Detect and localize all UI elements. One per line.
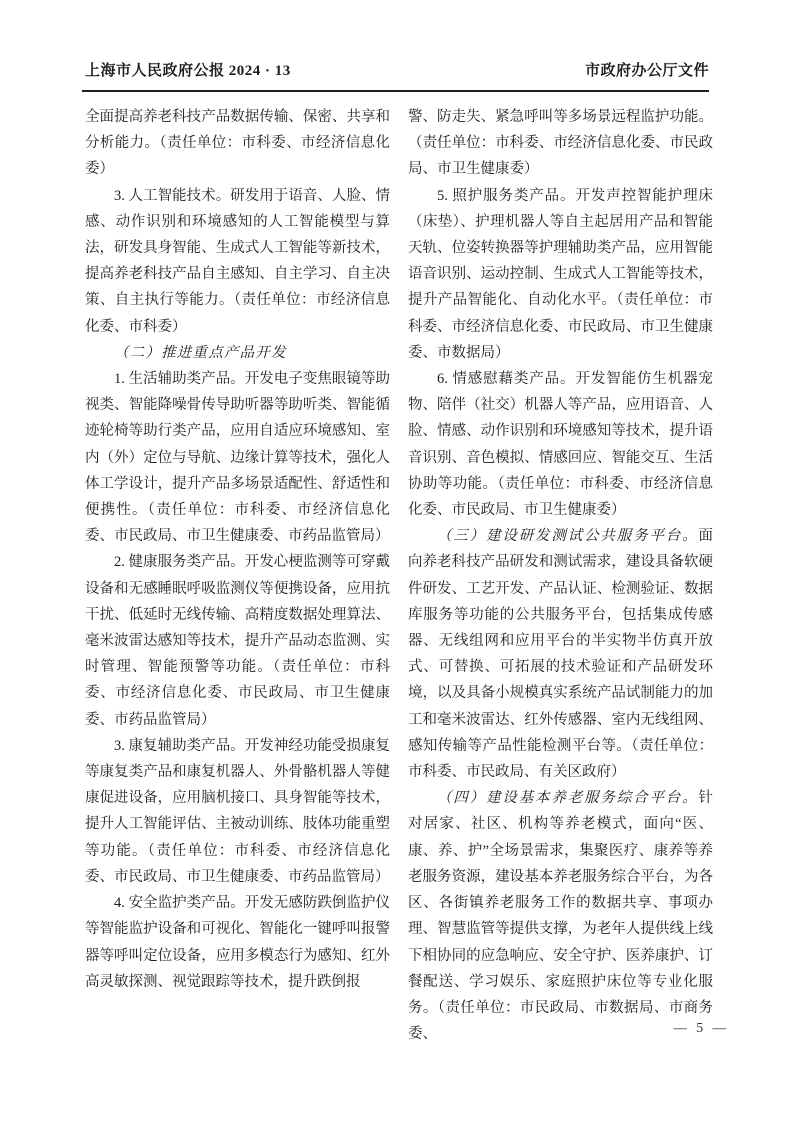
right-column (408, 104, 713, 1047)
paragraph-text: 5. 照护服务类产品。开发声控智能护理床（床垫）、护理机器人等自主起居用产品和智能天轨、位姿转换器等护理辅助类产品，应用智能语音识别、运动控制、生成式人工智能等技术，提升产品智能化、自动化水平。（责任单位：市科委、市经济信息化委、市民政局、市卫生健康委、市数据局） (408, 187, 713, 361)
paragraph-text: 6. 情感慰藉类产品。开发智能仿生机器宠物、陪伴（社交）机器人等产品，应用语音、人脸、情感、动作识别和环境感知等技术，提升语音识别、音色模拟、情感回应、智能交互、生活协助等功能。（责任单位：市科委、市经济信息化委、市民政局、市卫生健康委） (408, 371, 713, 519)
left-column (85, 104, 390, 1047)
paragraph-item-2-health (85, 549, 390, 732)
header-left-title: 上海市人民政府公报 2024 · 13 (85, 63, 291, 79)
paragraph-text: 3. 人工智能技术。研发用于语音、人脸、情感、动作识别和环境感知的人工智能模型与算法，研发具身智能、生成式人工智能等新技术，提高养老科技产品自主感知、自主学习、自主决策、自主执行等能力。（责任单位：市经济信息化委、市科委） (85, 187, 390, 335)
paragraph-continuation (85, 104, 390, 183)
document-body (85, 104, 713, 1047)
paragraph-item-6-emotional (408, 366, 713, 523)
paragraph-item-3-ai (85, 183, 390, 340)
paragraph-item-1-life-assist (85, 366, 390, 549)
header-right-title: 市政府办公厅文件 (584, 63, 709, 79)
paragraph-section-4-platform (408, 785, 713, 1047)
page-number: — 5 — (673, 1020, 729, 1035)
section-heading: （四）建设基本养老服务综合平台。 (437, 790, 699, 807)
header-rule-divider (82, 90, 709, 92)
paragraph-text: 面向养老科技产品研发和测试需求，建设具备软硬件研发、工艺开发、产品认证、检测验证、数据库服务等功能的公共服务平台，包括集成传感器、无线组网和应用平台的半实物半仿真开放式、可替换、可拓展的技术验证和产品研发环境，以及具备小规模真实系统产品试制能力的加工和毫米波雷达、红外传感器、室内无线组网、感知传输等产品性能检测平台等。（责任单位：市科委、市民政局、有关区政府） (408, 528, 713, 781)
paragraph-text: 全面提高养老科技产品数据传输、保密、共享和分析能力。（责任单位：市科委、市经济信息化委） (85, 109, 390, 178)
section-heading: （三）建设研发测试公共服务平台。 (437, 528, 699, 545)
paragraph-text: 4. 安全监护类产品。开发无感防跌倒监护仪等智能监护设备和可视化、智能化一键呼叫报警器等呼叫定位设备，应用多模态行为感知、红外高灵敏探测、视觉跟踪等技术，提升跌倒报 (85, 895, 390, 990)
paragraph-section-3-platform (408, 523, 713, 785)
paragraph-continuation (408, 104, 713, 183)
paragraph-text: 3. 康复辅助类产品。开发神经功能受损康复等康复类产品和康复机器人、外骨骼机器人等健康促进设备，应用脑机接口、具身智能等技术，提升人工智能评估、主被动训练、肢体功能重塑等功能。（责任单位：市科委、市经济信息化委、市民政局、市卫生健康委、市药品监管局） (85, 737, 390, 885)
paragraph-text: 2. 健康服务类产品。开发心梗监测等可穿戴设备和无感睡眠呼吸监测仪等便携设备，应用抗干扰、低延时无线传输、高精度数据处理算法、毫米波雷达感知等技术，提升产品动态监测、实时管理、智能预警等功能。（责任单位：市科委、市经济信息化委、市民政局、市卫生健康委、市药品监管局） (85, 554, 390, 728)
section-heading-2 (85, 340, 390, 366)
paragraph-item-4-safety (85, 890, 390, 995)
paragraph-text: 针对居家、社区、机构等养老模式，面向“医、康、养、护”全场景需求，集聚医疗、康养等养老服务资源，建设基本养老服务综合平台，为各区、各街镇养老服务工作的数据共享、事项办理、智慧监管等提供支撑，为老年人提供线上线下相协同的应急响应、安全守护、医养康护、订餐配送、学习娱乐、家庭照护床位等专业化服务。（责任单位：市民政局、市数据局、市商务委、 (408, 790, 713, 1043)
paragraph-text: 1. 生活辅助类产品。开发电子变焦眼镜等助视类、智能降噪骨传导助听器等助听类、智能循迹轮椅等助行类产品，应用自适应环境感知、室内（外）定位与导航、边缘计算等技术，强化人体工学设计，提升产品多场景适配性、舒适性和便携性。（责任单位：市科委、市经济信息化委、市民政局、市卫生健康委、市药品监管局） (85, 371, 390, 545)
section-heading: （二）推进重点产品开发 (114, 344, 287, 361)
paragraph-item-5-care (408, 183, 713, 366)
paragraph-item-3-rehab (85, 733, 390, 890)
page-header (85, 59, 709, 80)
paragraph-text: 警、防走失、紧急呼叫等多场景远程监护功能。（责任单位：市科委、市经济信息化委、市民政局、市卫生健康委） (408, 109, 713, 178)
